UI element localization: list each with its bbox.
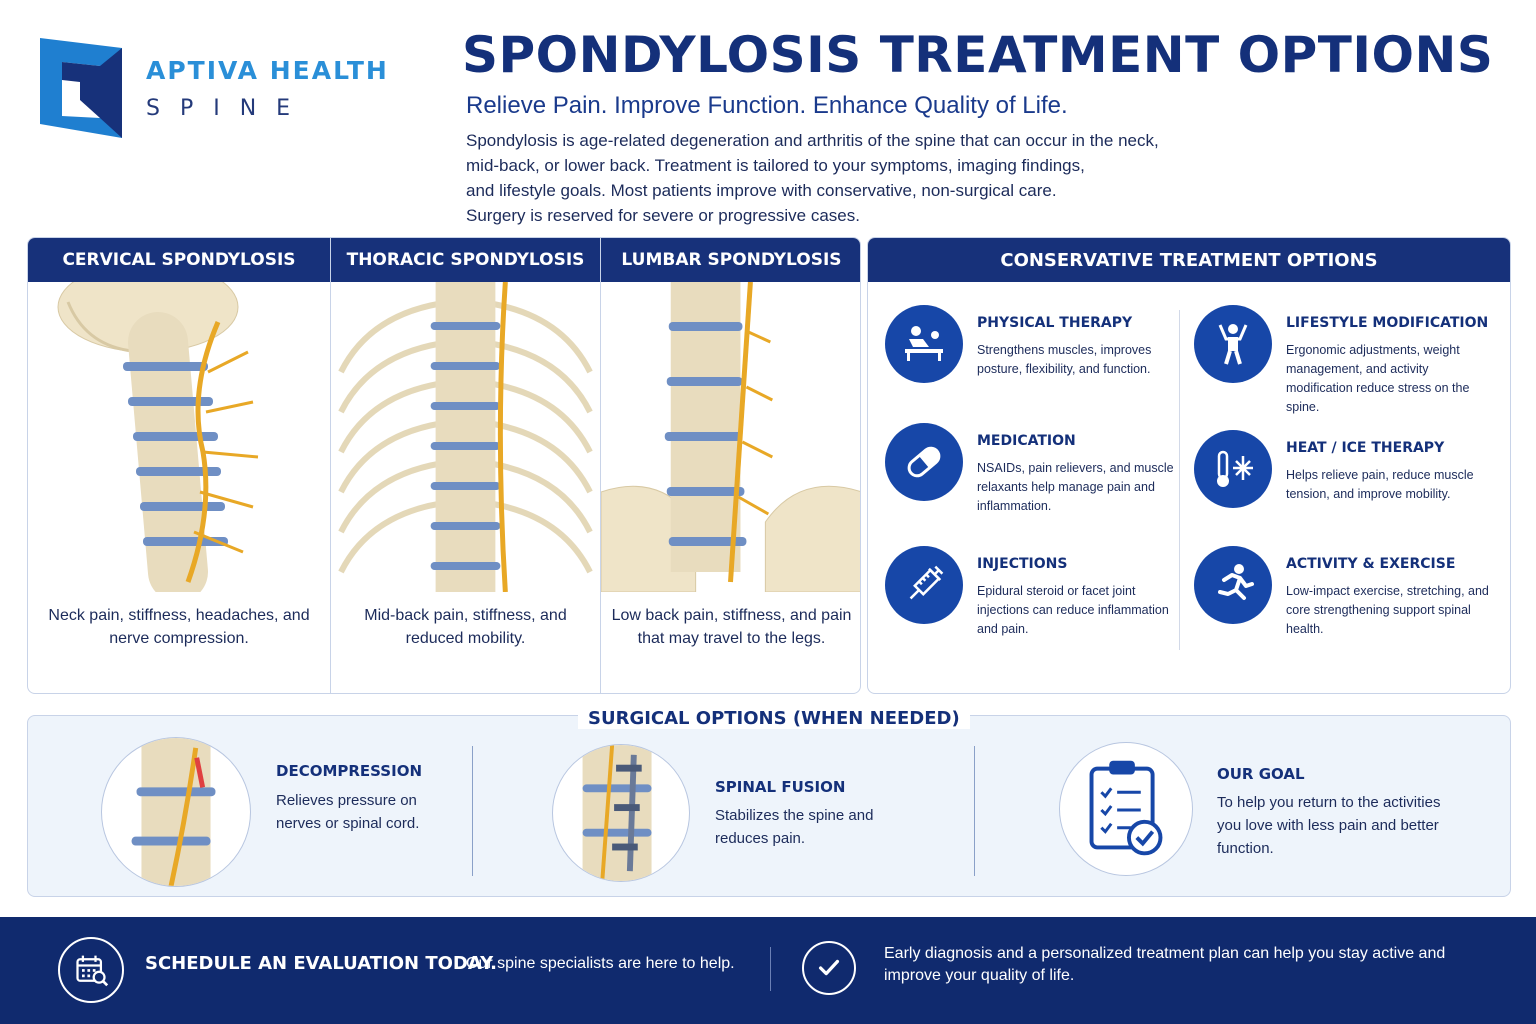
cervical-column — [28, 238, 330, 693]
intro-line: Spondylosis is age-related degeneration and arthritis of the spine that can occur in the neck, — [466, 131, 1159, 150]
surgical-separator — [472, 746, 473, 876]
option-lifestyle-modification — [1194, 305, 1494, 415]
option-desc: Helps relieve pain, reduce muscle tension, and improve mobility. — [1286, 468, 1474, 501]
decompression-illustration — [101, 737, 251, 887]
surgical-separator — [974, 746, 975, 876]
intro-line: and lifestyle goals. Most patients improve with conservative, non-surgical care. — [466, 181, 1057, 200]
spinal-fusion-illustration — [552, 744, 690, 882]
brand-name: APTIVA HEALTH — [146, 56, 389, 85]
clipboard-check-icon — [1059, 742, 1193, 876]
cervical-caption: Neck pain, stiffness, headaches, and nerve compression. — [48, 607, 310, 647]
runner-icon — [1194, 546, 1272, 624]
intro-text — [466, 128, 1286, 228]
spinal-fusion-title: SPINAL FUSION — [715, 778, 846, 796]
option-title: INJECTIONS — [977, 556, 1068, 572]
decompression-title: DECOMPRESSION — [276, 762, 422, 780]
decompression-desc: Relieves pressure on nerves or spinal cord. — [276, 792, 420, 832]
syringe-icon — [885, 546, 963, 624]
option-desc: NSAIDs, pain relievers, and muscle relaxants help manage pain and inflammation. — [977, 461, 1174, 513]
option-injections — [885, 546, 1185, 656]
option-desc: Ergonomic adjustments, weight management, and activity modification reduce stress on the spine. — [1286, 343, 1470, 414]
cta-text[interactable]: SCHEDULE AN EVALUATION TODAY. — [145, 953, 497, 974]
page-title: SPONDYLOSIS TREATMENT OPTIONS — [462, 26, 1494, 84]
thoracic-title: THORACIC SPONDYLOSIS — [331, 238, 600, 282]
surgical-title: SURGICAL OPTIONS (WHEN NEEDED) — [578, 708, 970, 729]
footer-separator — [770, 947, 771, 991]
option-desc: Low-impact exercise, stretching, and core strengthening support spinal health. — [1286, 584, 1489, 636]
thoracic-caption: Mid-back pain, stiffness, and reduced mobility. — [364, 607, 567, 647]
option-desc: Strengthens muscles, improves posture, flexibility, and function. — [977, 343, 1152, 376]
lumbar-spine-illustration — [601, 282, 861, 592]
massage-table-icon — [885, 305, 963, 383]
lumbar-caption: Low back pain, stiffness, and pain that may travel to the legs. — [611, 607, 852, 647]
option-heat-ice-therapy — [1194, 430, 1494, 540]
option-physical-therapy — [885, 305, 1185, 415]
footer-banner — [0, 917, 1536, 1024]
option-title: MEDICATION — [977, 433, 1076, 449]
option-title: PHYSICAL THERAPY — [977, 315, 1133, 331]
option-title: LIFESTYLE MODIFICATION — [1286, 315, 1489, 331]
brand-logo-mark-icon — [40, 38, 126, 138]
our-goal-title: OUR GOAL — [1217, 765, 1305, 783]
surgical-panel — [27, 708, 1511, 897]
page-subtitle: Relieve Pain. Improve Function. Enhance Quality of Life. — [466, 92, 1068, 119]
option-activity-exercise — [1194, 546, 1494, 656]
cervical-title: CERVICAL SPONDYLOSIS — [28, 238, 330, 282]
thoracic-spine-illustration — [331, 282, 600, 592]
option-desc: Epidural steroid or facet joint injections can reduce inflammation and pain. — [977, 584, 1169, 636]
person-stretch-icon — [1194, 305, 1272, 383]
brand-sub: SPINE — [146, 96, 311, 121]
thermometer-snowflake-icon — [1194, 430, 1272, 508]
spine-types-panel — [27, 237, 861, 694]
brand-logo — [40, 38, 440, 138]
intro-line: Surgery is reserved for severe or progressive cases. — [466, 206, 860, 225]
calendar-search-icon — [58, 937, 124, 1003]
cta-subtext: Our spine specialists are here to help. — [466, 955, 735, 972]
lumbar-title: LUMBAR SPONDYLOSIS — [601, 238, 861, 282]
checkmark-icon — [802, 941, 856, 995]
option-medication — [885, 423, 1185, 533]
option-title: HEAT / ICE THERAPY — [1286, 440, 1445, 456]
lumbar-column — [600, 238, 861, 693]
intro-line: mid-back, or lower back. Treatment is tailored to your symptoms, imaging findings, — [466, 156, 1085, 175]
our-goal-desc: To help you return to the activities you love with less pain and better function. — [1217, 794, 1441, 857]
option-title: ACTIVITY & EXERCISE — [1286, 556, 1456, 572]
conservative-panel — [867, 237, 1511, 694]
thoracic-column — [330, 238, 600, 693]
conservative-title: CONSERVATIVE TREATMENT OPTIONS — [868, 238, 1510, 282]
spinal-fusion-desc: Stabilizes the spine and reduces pain. — [715, 807, 874, 847]
cervical-spine-illustration — [28, 282, 330, 592]
pill-capsule-icon — [885, 423, 963, 501]
footer-note: Early diagnosis and a personalized treatment plan can help you stay active and improve your quality of life. — [884, 945, 1446, 984]
